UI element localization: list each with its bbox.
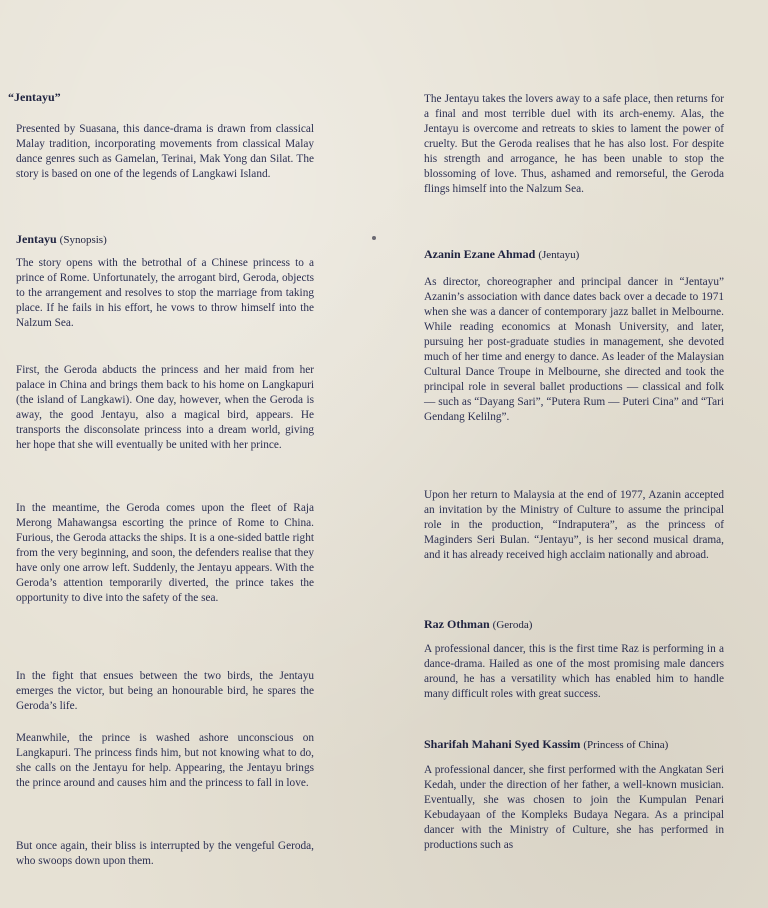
azanin-name: Azanin Ezane Ahmad bbox=[424, 247, 536, 261]
synopsis-paragraph-1: The story opens with the betrothal of a Chinese princess to a prince of Rome. Unfortunately, the arrogant bird, Geroda, objects to the arrangement and resolves to stop the marriage from taking place. If he fails in his effort, he vows to throw himself into the Nalzum Sea. bbox=[16, 257, 314, 329]
synopsis-paragraph-6: But once again, their bliss is interrupted by the vengeful Geroda, who swoops down upon them. bbox=[16, 840, 314, 867]
raz-heading bbox=[424, 617, 532, 632]
synopsis-conclusion-paragraph: The Jentayu takes the lovers away to a safe place, then returns for a final and most terrible duel with its arch-enemy. Alas, the Jentayu is overcome and retreats to skies to lament the power of cruelty. But the Geroda realises that he has also lost. For despite his strength and arrogance, he has been unable to stop the blossoming of love. Thus, ashamed and remorseful, the Geroda flings himself into the Nalzum Sea. bbox=[424, 93, 724, 195]
sharifah-paragraph: A professional dancer, she first performed with the Angkatan Seri Kedah, under the direction of her father, a well-known musician. Eventually, she was chosen to join the Kumpulan Penari Kebudayaan of the Kompleks Budaya Negara. As a principal dancer with the Ministry of Culture, she has performed in productions such as bbox=[424, 764, 724, 851]
synopsis-paragraph-5: Meanwhile, the prince is washed ashore unconscious on Langkapuri. The princess finds him, but not knowing what to do, she calls on the Jentayu for help. Appearing, the Jentayu brings the prince around and causes him and the princess to fall in love. bbox=[16, 732, 314, 789]
synopsis-heading-label: Jentayu bbox=[16, 232, 57, 246]
sharifah-name: Sharifah Mahani Syed Kassim bbox=[424, 737, 581, 751]
synopsis-paragraph-3: In the meantime, the Geroda comes upon the fleet of Raja Merong Mahawangsa escorting the prince of Rome to China. Furious, the Geroda attacks the ships. It is a one-sided battle right from the very beginning, and soon, the defenders realise that they have only one arrow left. Suddenly, the Jentayu appears. With the Geroda’s attention temporarily diverted, the prince takes the opportunity to dive into the safety of the sea. bbox=[16, 502, 314, 604]
sharifah-role: (Princess of China) bbox=[583, 739, 669, 751]
sharifah-heading bbox=[424, 737, 668, 752]
azanin-role: (Jentayu) bbox=[538, 249, 580, 261]
synopsis-heading bbox=[16, 232, 107, 247]
intro-paragraph: Presented by Suasana, this dance-drama is drawn from classical Malay tradition, incorporating movements from classical Malay dance genres such as Gamelan, Terinai, Mak Yong dan Silat. The story is based on one of the legends of Langkawi Island. bbox=[16, 123, 314, 180]
raz-role: (Geroda) bbox=[492, 619, 533, 631]
page-title: “Jentayu” bbox=[8, 90, 61, 104]
raz-name: Raz Othman bbox=[424, 617, 490, 631]
azanin-paragraph-2: Upon her return to Malaysia at the end of 1977, Azanin accepted an invitation by the Ministry of Culture to assume the principal role in the production, “Indraputera”, as the princess of Maginders Seri Bulan. “Jentayu”, is her second musical drama, and it has already received high acclaim nationally and abroad. bbox=[424, 489, 724, 561]
raz-paragraph: A professional dancer, this is the first time Raz is performing in a dance-drama. Hailed as one of the most promising male dancers around, he has a versatility which has enabled him to handle many difficult roles with great success. bbox=[424, 643, 724, 700]
synopsis-paragraph-2: First, the Geroda abducts the princess and her maid from her palace in China and brings them back to his home on Langkapuri (the island of Langkawi). One day, however, when the Geroda is away, the good Jentayu, also a magical bird, appears. He transports the disconsolate princess into a dream world, giving her hope that she will eventually be united with her prince. bbox=[16, 364, 314, 451]
azanin-heading bbox=[424, 247, 579, 262]
azanin-paragraph-1: As director, choreographer and principal dancer in “Jentayu” Azanin’s association with dance dates back over a decade to 1971 when she was a dancer of contemporary jazz ballet in Melbourne. While reading economics at Monash University, and later, pursuing her post-graduate studies in management, she devoted much of her time and energy to dance. As leader of the Malaysian Cultural Dance Troupe in Melbourne, she directed and took the principal role in several ballet productions — classical and folk — such as “Dayang Sari”, “Putera Rum — Puteri Cina” and “Tari Gendang Kelilng”. bbox=[424, 276, 724, 423]
ink-mark bbox=[372, 236, 376, 240]
synopsis-paragraph-4: In the fight that ensues between the two birds, the Jentayu emerges the victor, but being an honourable bird, he spares the Geroda’s life. bbox=[16, 670, 314, 712]
synopsis-heading-sub: (Synopsis) bbox=[59, 234, 107, 246]
